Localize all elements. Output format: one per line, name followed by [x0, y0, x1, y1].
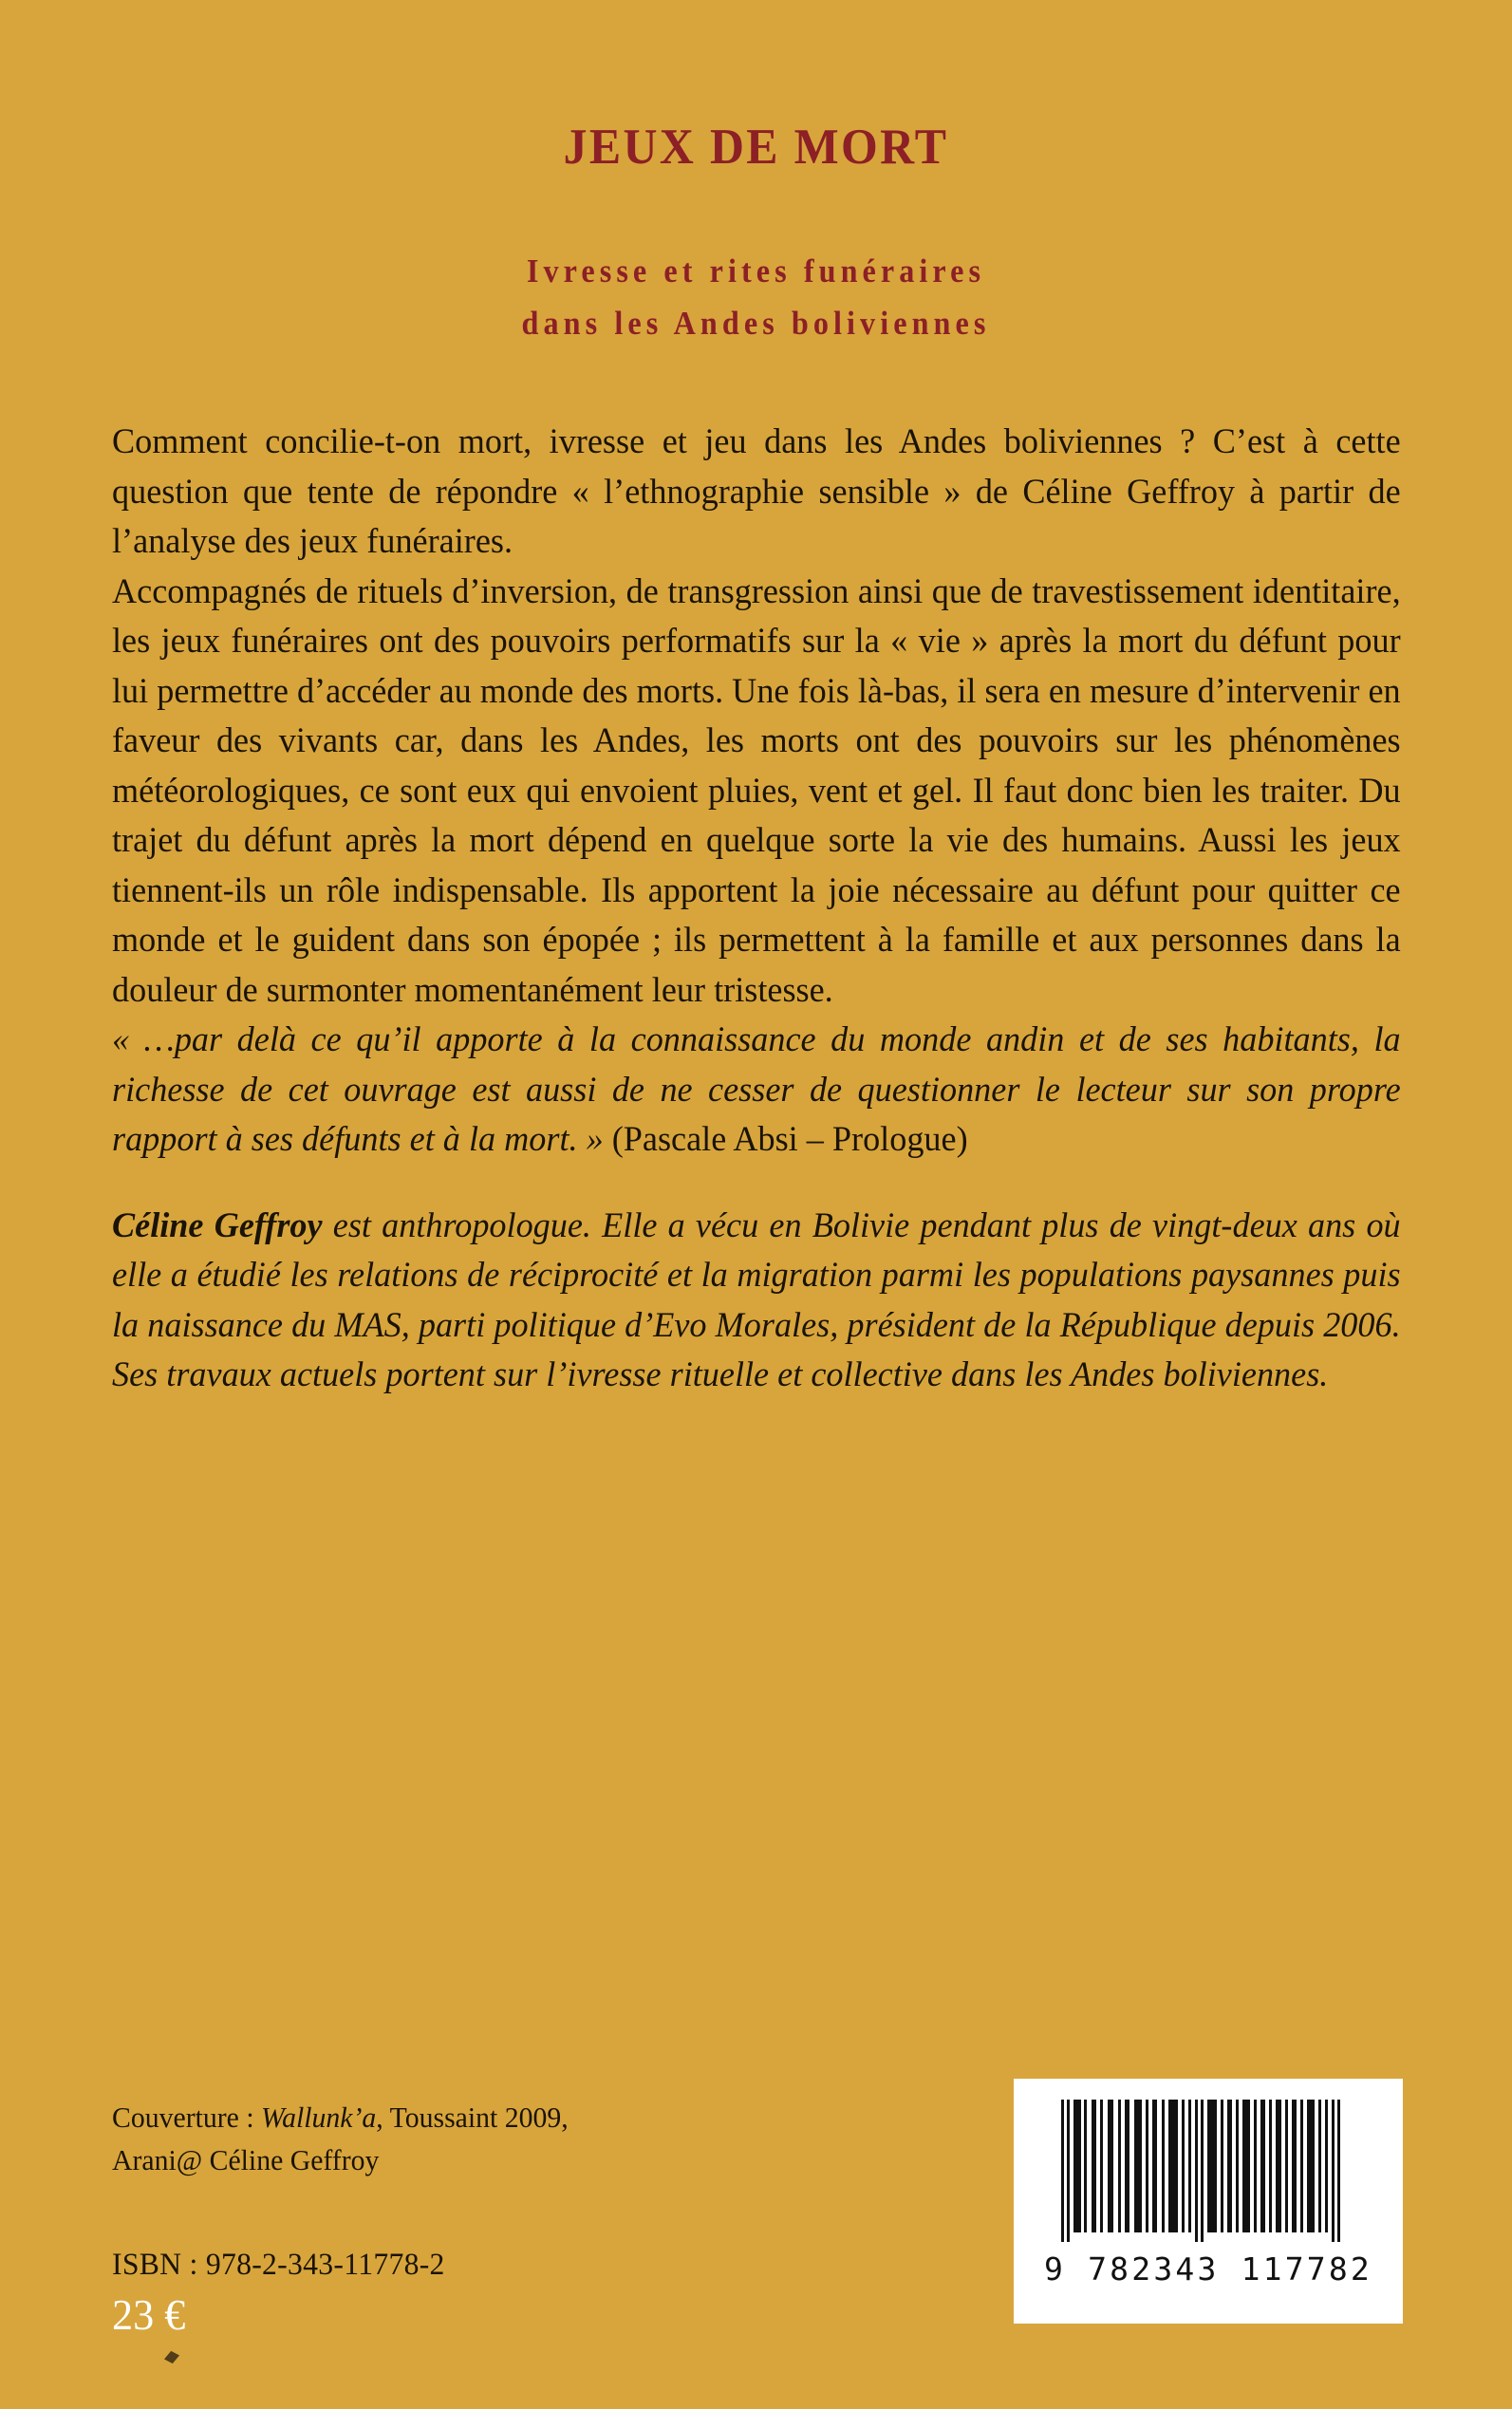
blurb-area: [112, 418, 1401, 1401]
barcode-icon: [1061, 2100, 1355, 2242]
barcode-digits: 9 782343 117782: [1043, 2250, 1372, 2288]
cover-credit-line-2: Arani@ Céline Geffroy: [112, 2143, 380, 2176]
blurb-paragraph-quote: [112, 1016, 1401, 1166]
footer-credits: [112, 2096, 890, 2339]
cover-credit-suffix: , Toussaint 2009,: [376, 2101, 569, 2134]
author-note-text: est anthropologue. Elle a vécu en Bolivie pendant plus de vingt-deux ans où elle a étudié les relations de réciprocité et la migration parmi les populations paysannes puis la naissance du MAS, parti politique d’Evo Morales, président de la République depuis 2006. Ses travaux actuels portent sur l’ivresse rituelle et collective dans les Andes boliviennes.: [112, 1205, 1401, 1394]
blurb-paragraph-main: Accompagnés de rituels d’inversion, de transgression ainsi que de travestissement identitaire, les jeux funéraires ont des pouvoirs performatifs sur la « vie » après la mort du défunt pour lui permettre d’accéder au monde des morts. Une fois là-bas, il sera en mesure d’intervenir en faveur des vivants car, dans les Andes, les morts ont des pouvoirs sur les phénomènes météorologiques, ce sont eux qui envoient pluies, vent et gel. Il faut donc bien les traiter. Du trajet du défunt après la mort dépend en quelque sorte la vie des humains. Aussi les jeux tiennent-ils un rôle indispensable. Ils apportent la joie nécessaire au défunt pour quitter ce monde et le guident dans son épopée ; ils permettent à la famille et aux personnes dans la douleur de surmonter momentanément leur tristesse.: [112, 571, 1401, 1010]
page-title: JEUX DE MORT: [563, 120, 949, 175]
quote-text: « …par delà ce qu’il apporte à la connaissance du monde andin et de ses habitants, la richesse de cet ouvrage est aussi de ne cesser de questionner le lecteur sur son propre rapport à ses défunts et à la mort. »: [112, 1020, 1401, 1159]
cover-credit-prefix: Couverture :: [112, 2101, 262, 2134]
barcode-inner: [1014, 2079, 1403, 2324]
subtitle-line-2: dans les Andes boliviennes: [521, 305, 991, 343]
author-name: Céline Geffroy: [112, 1205, 323, 1245]
price-text: 23 €: [112, 2290, 186, 2339]
price-tick-mark: [164, 2351, 179, 2363]
subtitle-line-1: Ivresse et rites funéraires: [526, 252, 986, 289]
barcode-panel: [1014, 2079, 1403, 2324]
blurb-paragraph-intro: Comment concilie-t-on mort, ivresse et jeu dans les Andes boliviennes ? C’est à cette question que tente de répondre « l’ethnographie sensible » de Céline Geffroy à partir de l’analyse des jeux funéraires.: [112, 422, 1401, 561]
title-block: [0, 121, 1512, 175]
cover-credit-work-title: Wallunk’a: [261, 2101, 377, 2134]
subtitle-block: [0, 245, 1512, 350]
isbn-text: ISBN : 978-2-343-11778-2: [112, 2248, 445, 2282]
author-note-paragraph: [112, 1202, 1401, 1401]
cover-credit-line-1: [112, 2096, 859, 2138]
quote-attribution: (Pascale Absi – Prologue): [603, 1120, 968, 1159]
